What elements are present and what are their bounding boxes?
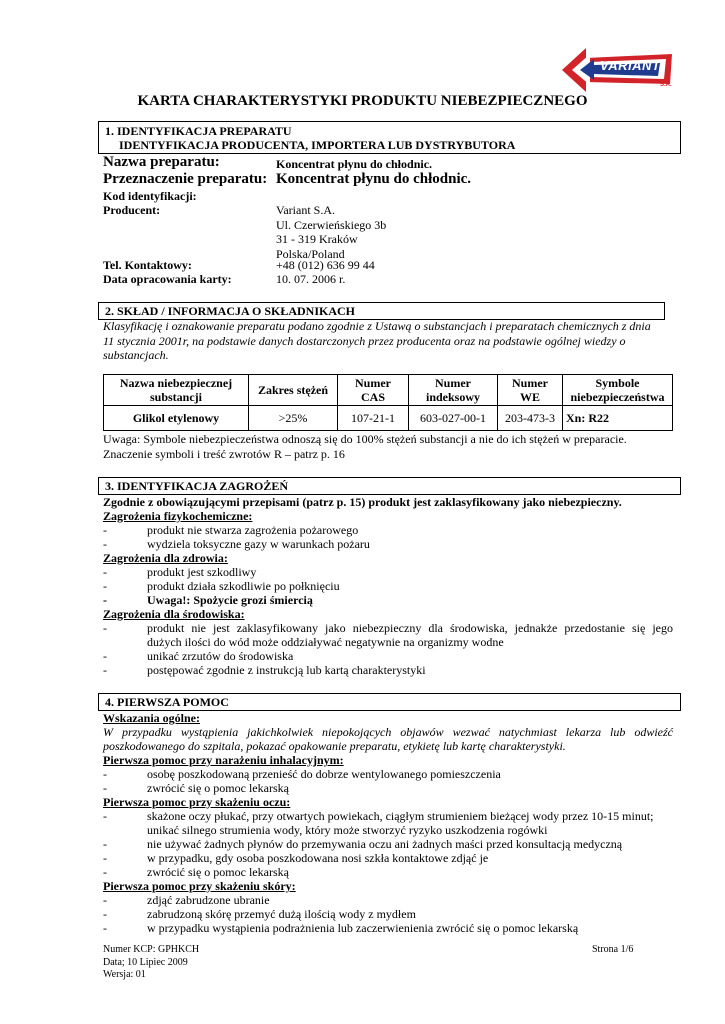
list-item: w przypadku wystąpienia podrażnienia lub zaczerwienienia zwrócić się o pomoc lekarską	[147, 921, 579, 935]
general-text-line1: W przypadku wystąpienia jakichkolwiek niepokojących objawów wezwać natychmiast lekarza lub odwieźć	[103, 725, 673, 739]
list-item: zwrócić się o pomoc lekarską	[147, 781, 289, 795]
producer-line: 31 - 319 Kraków	[276, 232, 358, 246]
section-2-note-2: Znaczenie symboli i treść zwrotów R – patrz p. 16	[103, 447, 345, 461]
bullet-dash: -	[103, 921, 107, 935]
purpose-value: Koncentrat płynu do chłodnic.	[276, 171, 472, 187]
bullet-dash: -	[103, 837, 107, 851]
list-item: w przypadku, gdy osoba poszkodowana nosi szkła kontaktowe zdjąć je	[147, 851, 489, 865]
section-1-title-line1: 1. IDENTYFIKACJA PREPARATU	[105, 124, 292, 138]
cell-cas: 107-21-1	[338, 406, 409, 431]
health-title: Zagrożenia dla zdrowia:	[103, 551, 228, 565]
bullet-dash: -	[103, 579, 107, 593]
cell-name: Glikol etylenowy	[104, 406, 249, 431]
date-value: 10. 07. 2006 r.	[276, 272, 346, 286]
bullet-dash: -	[103, 663, 107, 677]
list-item: postępować zgodnie z instrukcją lub kartą charakterystyki	[147, 663, 426, 677]
list-item: produkt jest szkodliwy	[147, 565, 257, 579]
name-value: Koncentrat płynu do chłodnic.	[276, 157, 433, 171]
section-1-title-line2: IDENTYFIKACJA PRODUCENTA, IMPORTERA LUB DYSTRYBUTORA	[119, 138, 516, 152]
section-4-header: 4. PIERWSZA POMOC	[98, 693, 681, 711]
section-2-note-1: Uwaga: Symbole niebezpieczeństwa odnoszą się do 100% stężeń substancji a nie do ich stężeń w preparacie.	[103, 432, 627, 446]
eyes-title: Pierwsza pomoc przy skażeniu oczu:	[103, 795, 291, 809]
list-item: produkt nie stwarza zagrożenia pożarowego	[147, 523, 359, 537]
cell-range: >25%	[249, 406, 338, 431]
logo-suffix: S.A.	[660, 82, 672, 88]
col-header-name: Nazwa niebezpiecznej substancji	[104, 375, 249, 406]
bullet-dash: -	[103, 809, 107, 823]
footer-kcp: Numer KCP: GPHKCH	[103, 944, 200, 955]
list-item: osobę poszkodowaną przenieść do dobrze wentylowanego pomieszczenia	[147, 767, 501, 781]
intro-line: 11 stycznia 2001r, na podstawie danych dostarczonych przez producenta oraz na podstawie ogólnej wiedzy o	[103, 333, 626, 348]
name-label: Nazwa preparatu:	[103, 154, 220, 170]
warning-item: Uwaga!: Spożycie grozi śmiercią	[147, 593, 313, 607]
list-item: zdjąć zabrudzone ubranie	[147, 893, 270, 907]
tel-label: Tel. Kontaktowy:	[103, 258, 192, 272]
cell-symbols: Xn: R22	[563, 406, 673, 431]
inhal-title: Pierwsza pomoc przy narażeniu inhalacyjnym:	[103, 753, 344, 767]
bullet-dash: -	[103, 537, 107, 551]
col-header-symbols: Symbole niebezpieczeństwa	[563, 375, 673, 406]
section-3-header: 3. IDENTYFIKACJA ZAGROŻEŃ	[98, 477, 681, 495]
list-item: skażone oczy płukać, przy otwartych powiekach, ciągłym strumieniem bieżącej wody przez 10-15 minut;	[147, 809, 654, 823]
bullet-dash: -	[103, 523, 107, 537]
producer-line: Variant S.A.	[276, 203, 335, 217]
list-item: nie używać żadnych płynów do przemywania oczu ani żadnych maści przed konsultacją medyczną	[147, 837, 623, 851]
bullet-dash: -	[103, 649, 107, 663]
list-item-continued: unikać silnego strumienia wody, który może stworzyć ryzyko uszkodzenia rogówki	[147, 823, 548, 837]
intro-line: Klasyfikację i oznakowanie preparatu podano zgodnie z Ustawą o substancjach i preparatach chemicznych z dnia	[103, 319, 651, 333]
list-item: produkt działa szkodliwie po połknięciu	[147, 579, 340, 593]
bullet-dash: -	[103, 865, 107, 879]
footer-version: Wersja: 01	[103, 969, 146, 980]
tel-value: +48 (012) 636 99 44	[276, 258, 375, 272]
section-2-intro	[103, 319, 673, 363]
bullet-dash: -	[103, 767, 107, 781]
producer-address	[276, 203, 386, 261]
document-title: KARTA CHARAKTERYSTYKI PRODUKTU NIEBEZPIECZNEGO	[137, 93, 588, 109]
list-item: unikać zrzutów do środowiska	[147, 649, 294, 663]
producer-label: Producent:	[103, 203, 161, 217]
env-title: Zagrożenia dla środowiska:	[103, 607, 245, 621]
date-label: Data opracowania karty:	[103, 272, 232, 286]
footer-date: Data; 10 Lipiec 2009	[103, 956, 188, 968]
list-item: zabrudzoną skórę przemyć dużą ilością wody z mydłem	[147, 907, 416, 921]
col-header-range: Zakres stężeń	[249, 375, 338, 406]
logo-text: VARIANT	[600, 58, 661, 73]
list-item: produkt nie jest zaklasyfikowany jako niebezpieczny dla środowiska, jednakże przedostanie się jego	[147, 621, 673, 635]
footer-left	[103, 944, 199, 982]
cell-index: 603-027-00-1	[409, 406, 498, 431]
bullet-dash: -	[103, 893, 107, 907]
list-item: wydziela toksyczne gazy w warunkach pożaru	[147, 537, 370, 551]
bullet-dash: -	[103, 593, 107, 607]
col-header-index: Numer indeksowy	[409, 375, 498, 406]
substances-table	[103, 374, 673, 431]
bullet-dash: -	[103, 851, 107, 865]
purpose-label: Przeznaczenie preparatu:	[103, 171, 268, 187]
skin-title: Pierwsza pomoc przy skażeniu skóry:	[103, 879, 296, 893]
bullet-dash: -	[103, 781, 107, 795]
table-row	[104, 406, 673, 431]
section-3-lead: Zgodnie z obowiązującymi przepisami (patrz p. 15) produkt jest zaklasyfikowany jako niebezpieczny.	[103, 495, 622, 509]
cell-we: 203-473-3	[498, 406, 563, 431]
bullet-dash: -	[103, 907, 107, 921]
bullet-dash: -	[103, 565, 107, 579]
table-header-row	[104, 375, 673, 406]
producer-line: Ul. Czerwieńskiego 3b	[276, 217, 387, 232]
footer-page: Strona 1/6	[592, 944, 634, 955]
bullet-dash: -	[103, 621, 107, 635]
general-text-line2: poszkodowanego do szpitala, pokazać opakowanie preparatu, etykietę lub kartę charakterystyki.	[103, 739, 566, 753]
producer-line: Polska/Poland	[276, 246, 345, 261]
section-2-header: 2. SKŁAD / INFORMACJA O SKŁADNIKACH	[98, 302, 665, 320]
list-item-continued: dużych ilości do wód może oddziaływać negatywnie na organizmy wodne	[147, 635, 504, 649]
code-label: Kod identyfikacji:	[103, 189, 197, 203]
section-1-header	[98, 121, 681, 154]
variant-logo	[560, 40, 680, 96]
intro-line: substancjach.	[103, 348, 169, 362]
col-header-cas: Numer CAS	[338, 375, 409, 406]
phys-title: Zagrożenia fizykochemiczne:	[103, 509, 253, 523]
list-item: zwrócić się o pomoc lekarską	[147, 865, 289, 879]
col-header-we: Numer WE	[498, 375, 563, 406]
general-title: Wskazania ogólne:	[103, 711, 201, 725]
